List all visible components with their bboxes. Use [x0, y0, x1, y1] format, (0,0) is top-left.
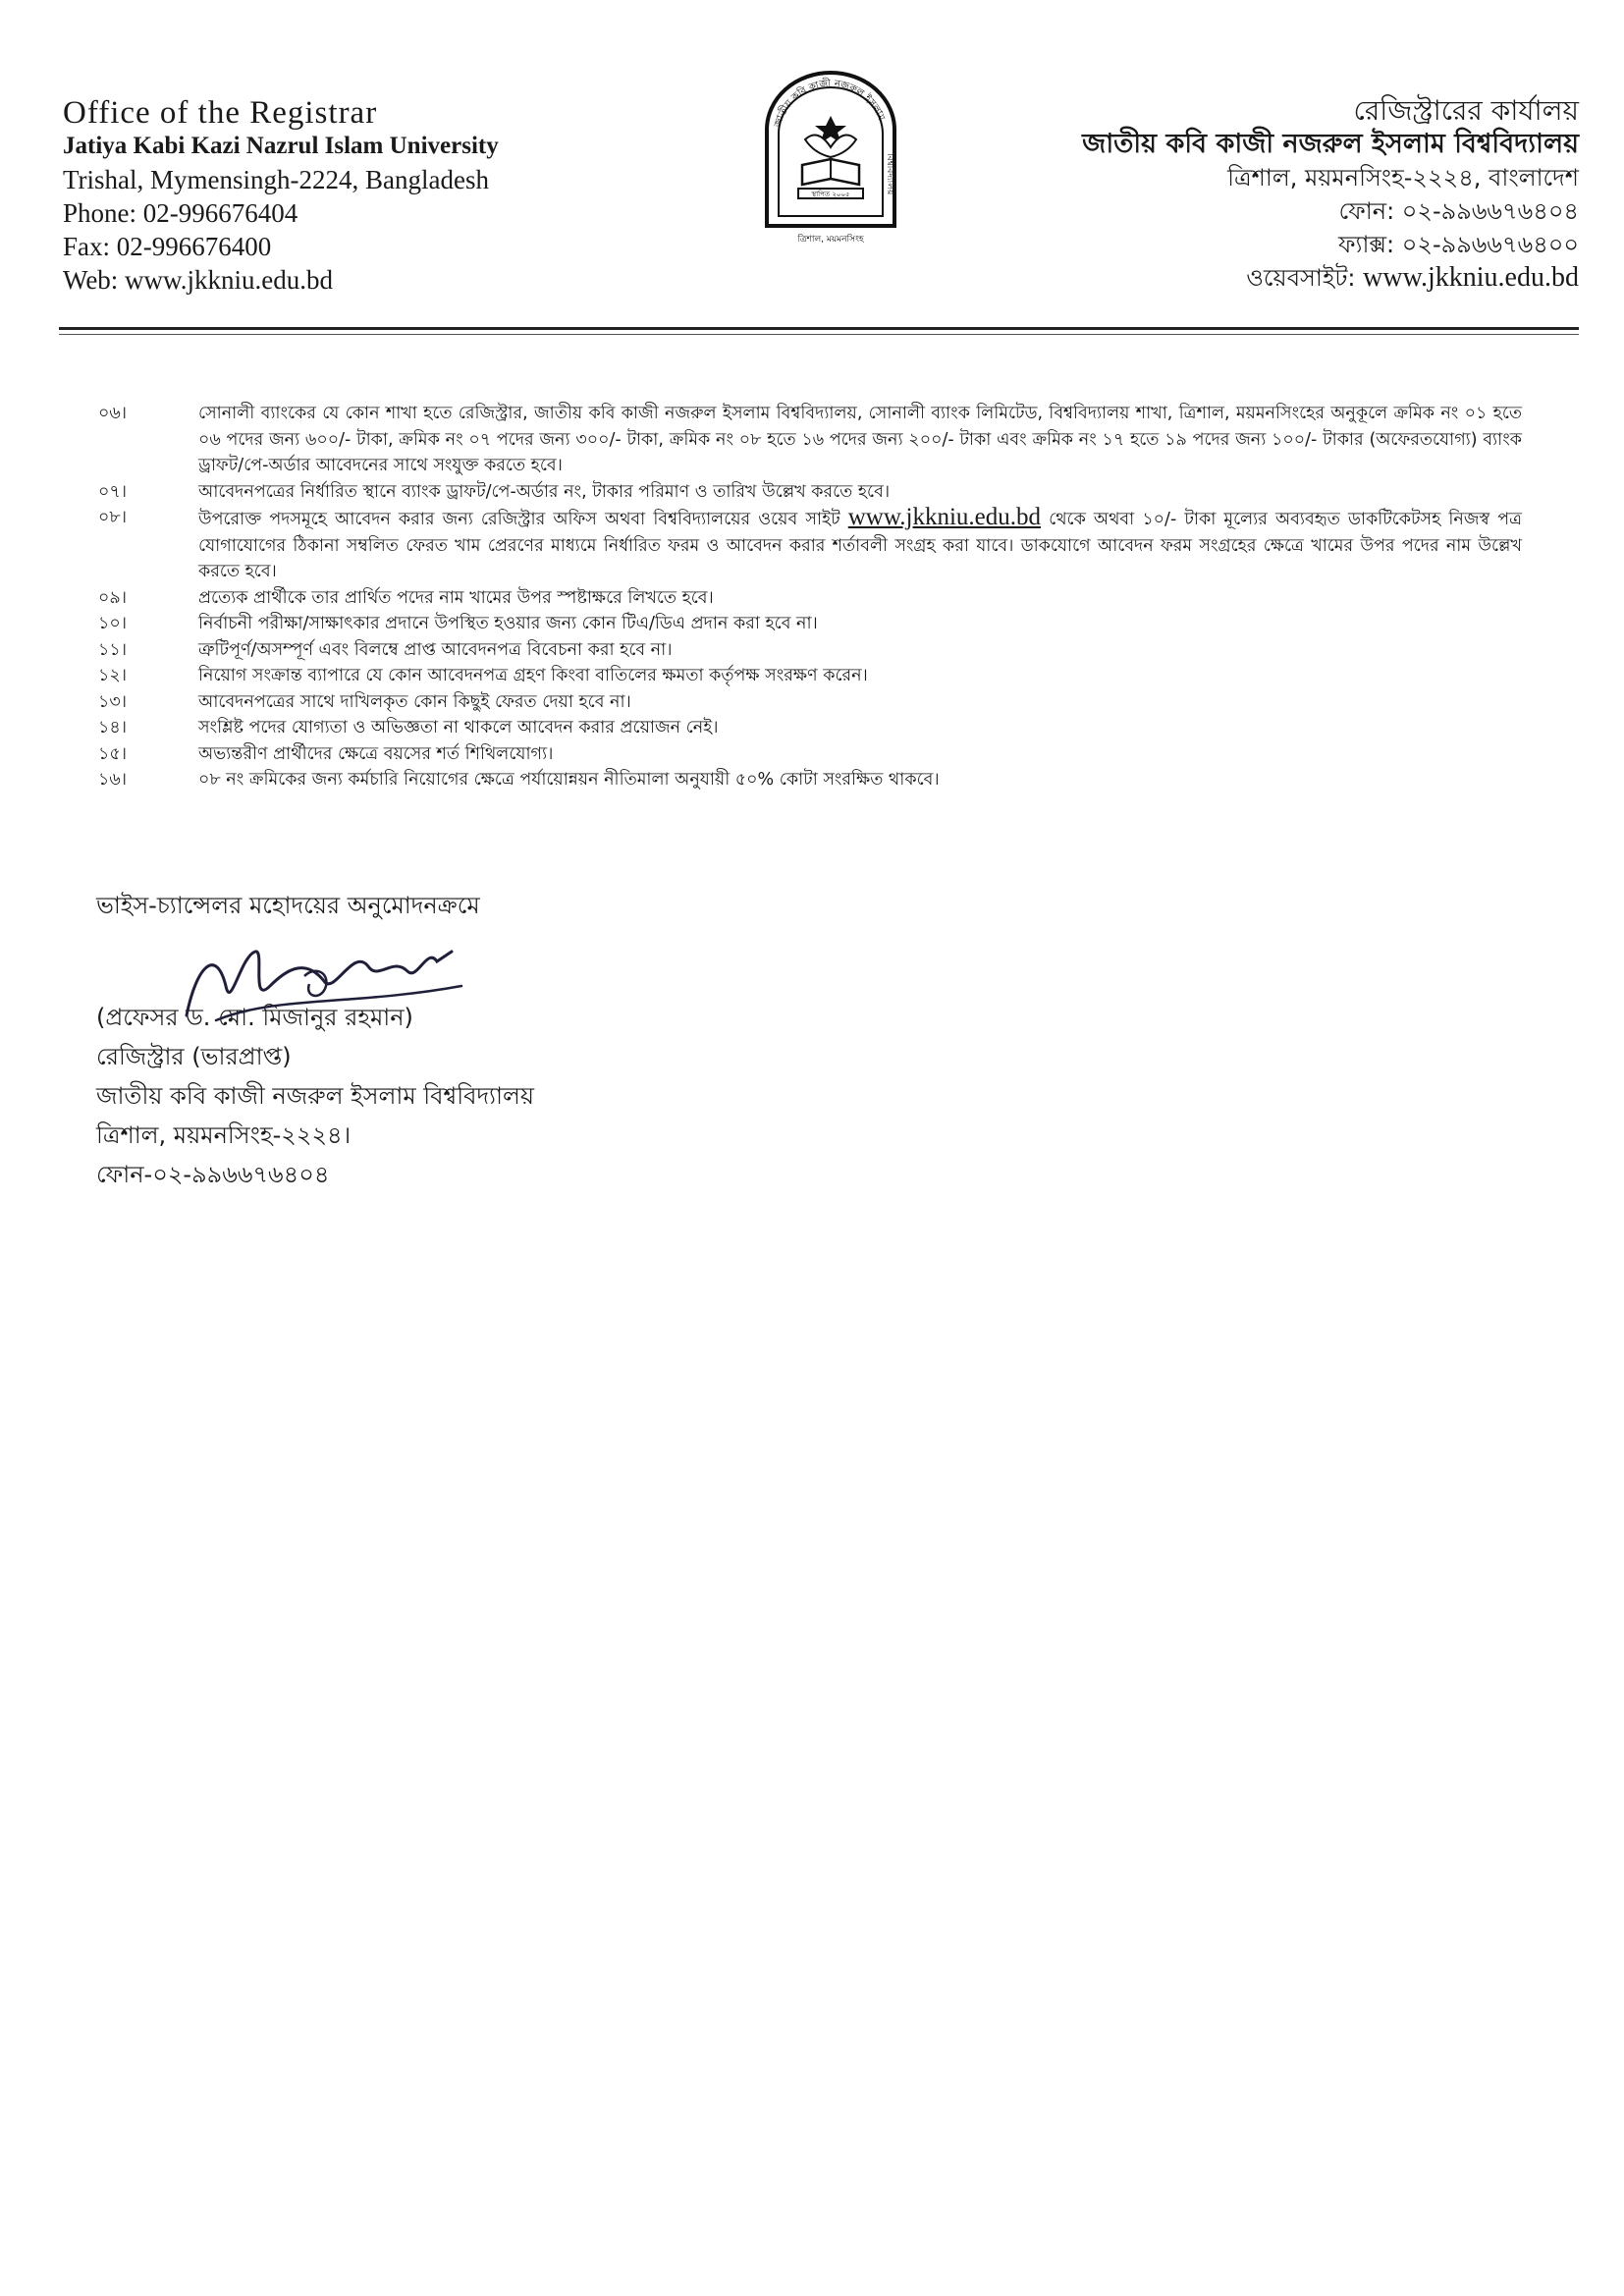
clause-number: ১৩। [98, 691, 127, 712]
office-title: Office of the Registrar [63, 95, 378, 131]
clause-number: ০৬। [98, 404, 128, 423]
clause-text: নিয়োগ সংক্রান্ত ব্যাপারে যে কোন আবেদনপত্র গ্রহণ কিংবা বাতিলের ক্ষমতা কর্তৃপক্ষ সংরক্ষণ করেন। [198, 666, 868, 685]
signatory-phone: ফোন-০২-৯৯৬৬৭৬৪০৪ [96, 1161, 330, 1188]
clause-text: ০৮ নং ক্রমিকের জন্য কর্মচারি নিয়োগের ক্ষেত্রে পর্যায়োন্নয়ন নীতিমালা অনুযায়ী ৫০% কোটা সংরক্ষিত থাকবে। [198, 770, 940, 790]
clause-item [98, 585, 1522, 612]
website-label-bn: ওয়েবসাইট: [1246, 264, 1356, 292]
clause-number: ১২। [98, 666, 127, 685]
clause-number: ১৫। [98, 743, 127, 764]
clause-item [98, 611, 1522, 637]
clause-text-part: উপরোক্ত পদসমূহে আবেদন করার জন্য রেজিস্ট্রার অফিস অথবা বিশ্ববিদ্যালয়ের ওয়েব সাইট [198, 510, 840, 529]
clause-number: ০৯। [98, 587, 127, 608]
signatory-designation: রেজিস্ট্রার (ভারপ্রাপ্ত) [96, 1043, 292, 1070]
address: Trishal, Mymensingh-2224, Bangladesh [63, 165, 489, 194]
clause-text: আবেদনপত্রের নির্ধারিত স্থানে ব্যাংক ড্রাফট/পে-অর্ডার নং, টাকার পরিমাণ ও তারিখ উল্লেখ করতে হবে। [198, 481, 891, 502]
website-bn [1029, 261, 1579, 295]
clause-text: প্রত্যেক প্রার্থীকে তার প্রার্থিত পদের নাম খামের উপর স্পষ্টাক্ষরে লিখতে হবে। [198, 587, 714, 608]
clause-number: ০৮। [98, 508, 127, 527]
svg-text:স্থাপিত ২০০৫: স্থাপিত ২০০৫ [811, 191, 850, 198]
svg-text:বিশ্ববিদ্যালয়: বিশ্ববিদ্যালয় [885, 153, 894, 195]
clause-text: আবেদনপত্রের সাথে দাখিলকৃত কোন কিছুই ফেরত দেয়া হবে না। [198, 691, 631, 712]
fax: Fax: 02-996676400 [63, 232, 272, 261]
clause-text [198, 505, 1522, 585]
clause-number: ১৪। [98, 718, 127, 738]
office-title-bn: রেজিস্ট্রারের কার্যালয় [1353, 94, 1579, 127]
clause-text: অভ্যন্তরীণ প্রার্থীদের ক্ষেত্রে বয়সের শর্ত শিথিলযোগ্য। [198, 743, 554, 764]
clause-text: ত্রুটিপূর্ণ/অসম্পূর্ণ এবং বিলম্বে প্রাপ্ত আবেদনপত্র বিবেচনা করা হবে না। [198, 639, 673, 660]
letterhead-english [63, 96, 613, 297]
handwritten-signature [157, 927, 491, 1045]
svg-text:জাতীয় কবি কাজী নজরুল ইসলাম: জাতীয় কবি কাজী নজরুল ইসলাম [773, 78, 887, 129]
clause-item [98, 767, 1522, 793]
clause-item [98, 715, 1522, 741]
clause-text: সংশ্লিষ্ট পদের যোগ্যতা ও অভিজ্ঞতা না থাকলে আবেদন করার প্রয়োজন নেই। [198, 718, 719, 738]
phone-bn: ফোন: ০২-৯৯৬৬৭৬৪০৪ [1338, 197, 1579, 225]
approval-note: ভাইস-চ্যান্সেলর মহোদয়ের অনুমোদনক্রমে [96, 892, 480, 919]
address-bn: ত্রিশাল, ময়মনসিংহ-২২২৪, বাংলাদেশ [1227, 164, 1579, 191]
signatory-address: ত্রিশাল, ময়মনসিংহ-২২২৪। [96, 1121, 352, 1149]
clause-number: ১০। [98, 614, 127, 633]
clause-number: ০৭। [98, 481, 128, 502]
clause-text: সোনালী ব্যাংকের যে কোন শাখা হতে রেজিস্ট্রার, জাতীয় কবি কাজী নজরুল ইসলাম বিশ্ববিদ্যালয়, সোনালী ব্যাংক লিমিটেড, বিশ্ববিদ্যালয় শাখা, ত্রিশাল, ময়মনসিংহের অনুকূলে ক্রমিক নং ০১ হতে ০৬ পদের জন্য ৬০০/- টাকা, ক্রমিক নং ০৭ পদের জন্য ৩০০/- টাকা, ক্রমিক নং ০৮ হতে ১৬ পদের জন্য ২০০/- টাকা এবং ক্রমিক নং ১৭ হতে ১৯ পদের জন্য ১০০/- টাকার (অফেরতযোগ্য) ব্যাংক ড্রাফট/পে-অর্ডার আবেদনের সাথে সংযুক্ত করতে হবে। [198, 404, 1522, 475]
university-name: Jatiya Kabi Kazi Nazrul Islam University [63, 133, 499, 159]
website: Web: www.jkkniu.edu.bd [63, 265, 334, 295]
letterhead-bengali [1029, 94, 1579, 295]
terms-list [98, 401, 1522, 793]
header-divider [59, 327, 1579, 330]
svg-text:ত্রিশাল, ময়মনসিংহ: ত্রিশাল, ময়মনসিংহ [797, 235, 864, 245]
clause-text-part: থেকে অথবা ১০/- টাকা মূল্যের অব্যবহৃত ডাকটিকেটসহ নিজস্ব পত্র যোগাযোগের ঠিকানা সম্বলিত ফেরত খাম প্রেরণের মাধ্যমে নির্ধারিত ফরম ও আবেদন করার শর্তাবলী সংগ্রহ করা যাবে। ডাকযোগে আবেদন ফরম সংগ্রহের ক্ষেত্রে খামের উপর পদের নাম উল্লেখ করতে হবে। [198, 510, 1522, 581]
university-name-bn: জাতীয় কবি কাজী নজরুল ইসলাম বিশ্ববিদ্যালয় [1082, 129, 1579, 159]
signatory-university: জাতীয় কবি কাজী নজরুল ইসলাম বিশ্ববিদ্যালয় [96, 1082, 534, 1110]
clause-number: ১৬। [98, 770, 127, 790]
clause-item [98, 505, 1522, 585]
website-link[interactable]: www.jkkniu.edu.bd [847, 504, 1041, 530]
clause-number: ১১। [98, 639, 127, 660]
clause-item [98, 637, 1522, 664]
clause-item [98, 479, 1522, 506]
university-seal-logo [759, 69, 902, 247]
clause-text: নির্বাচনী পরীক্ষা/সাক্ষাৎকার প্রদানে উপস্থিত হওয়ার জন্য কোন টিএ/ডিএ প্রদান করা হবে না। [198, 614, 818, 633]
phone: Phone: 02-996676404 [63, 198, 298, 228]
header-divider-thin [59, 334, 1579, 335]
website-url-bn: www.jkkniu.edu.bd [1363, 262, 1579, 293]
clause-item [98, 401, 1522, 479]
clause-item [98, 689, 1522, 716]
fax-bn: ফ্যাক্স: ০২-৯৯৬৬৭৬৪০০ [1337, 231, 1579, 258]
signatory-name: (প্রফেসর ড. মো. মিজানুর রহমান) [96, 1004, 413, 1031]
clause-item [98, 741, 1522, 768]
clause-item [98, 663, 1522, 689]
